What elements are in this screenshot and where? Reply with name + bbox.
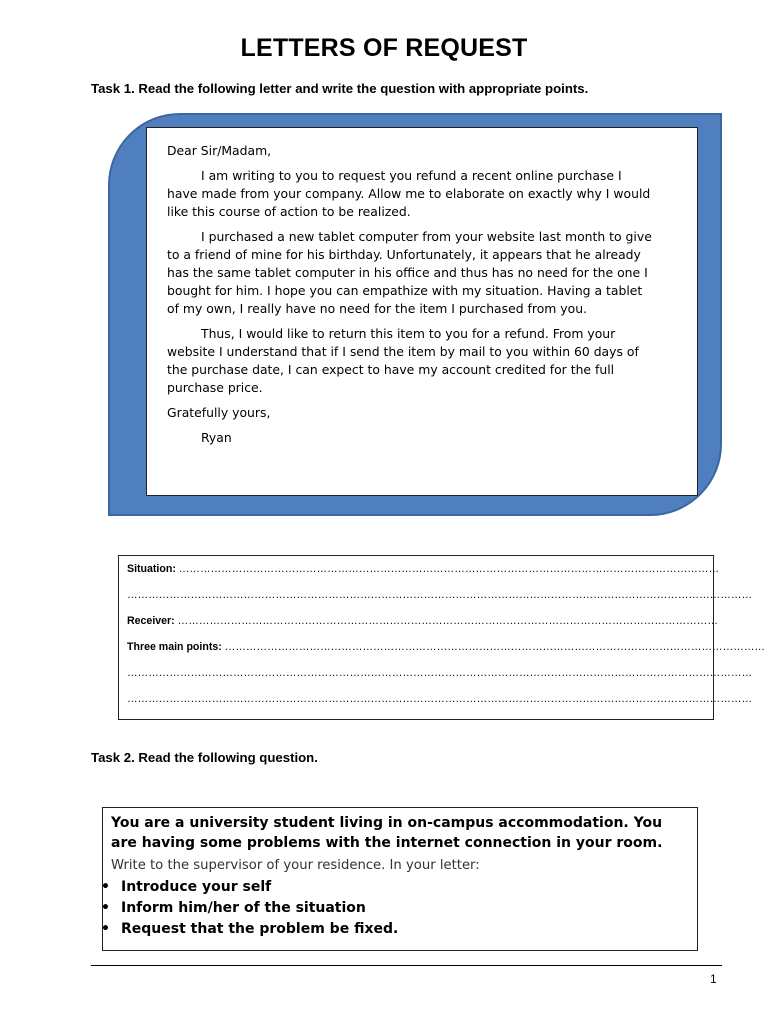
three-points-line-3[interactable] [127, 693, 753, 719]
question-prompt: You are a university student living in on-campus accommodation. You are having some problems with the internet connection in your room. [111, 815, 663, 851]
question-points-list [101, 877, 689, 940]
question-instruction: Write to the supervisor of your residence. In your letter: [111, 858, 480, 873]
letter-signature: Ryan [201, 430, 232, 445]
bullet-icon: • [101, 900, 110, 916]
situation-dots: ……………………………………………………………………………………………………………………………………… [178, 563, 720, 575]
three-points-label: Three main points: [127, 641, 222, 653]
page-number: 1 [710, 972, 717, 986]
letter-paragraph-1: I am writing to you to request you refund a recent online purchase I have made from your company. Allow me to elaborate on exactly why I would like this course of action to be realized. [167, 168, 651, 219]
letter-closing: Gratefully yours, [167, 405, 271, 420]
question-point-text: Request that the problem be fixed. [121, 921, 399, 937]
three-points-line-2[interactable] [127, 667, 753, 693]
question-point-text: Introduce your self [121, 879, 272, 895]
three-points-line[interactable] [127, 641, 765, 667]
situation-label: Situation: [127, 563, 176, 575]
letter-box [146, 127, 698, 496]
task1-heading: Task 1. Read the following letter and write the question with appropriate points. [91, 81, 589, 96]
situation-line-2[interactable] [127, 589, 753, 615]
letter-paragraph-2: I purchased a new tablet computer from your website last month to give to a friend of mine for his birthday. Unfortunately, it appears that he already has the same tablet computer in his office and thus has no need for the one I bought for him. I hope you can empathize with my situation. Having a tablet of my own, I really have no need for the item I purchased from you. [167, 229, 652, 316]
letter-salutation: Dear Sir/Madam, [167, 143, 272, 158]
question-point-text: Inform him/her of the situation [121, 900, 366, 916]
bullet-icon: • [101, 921, 110, 937]
question-point [101, 898, 689, 919]
answer-form-box [118, 555, 765, 720]
situation-dots-2: …………………………………………………………………………………………………………………………………………………………… [127, 589, 753, 601]
three-points-dots-3: …………………………………………………………………………………………………………………………………………………………… [127, 693, 753, 705]
page-title: LETTERS OF REQUEST [240, 34, 528, 62]
receiver-line[interactable] [127, 615, 718, 641]
question-point [101, 877, 689, 898]
three-points-dots-2: …………………………………………………………………………………………………………………………………………………………… [127, 667, 753, 679]
task2-heading: Task 2. Read the following question. [91, 750, 318, 765]
question-point [101, 919, 689, 940]
situation-line[interactable] [127, 563, 720, 589]
receiver-label: Receiver: [127, 615, 175, 627]
footer-divider [91, 965, 722, 966]
three-points-dots: ……………………………………………………………………………………………………………………………………… [224, 641, 765, 653]
bullet-icon: • [101, 879, 110, 895]
receiver-dots: ……………………………………………………………………………………………………………………………………… [177, 615, 718, 627]
question-box [102, 807, 698, 951]
letter-paragraph-3: Thus, I would like to return this item to you for a refund. From your website I understand that if I send the item by mail to you within 60 days of the purchase date, I can expect to have my account credited for the full purchase price. [167, 326, 639, 395]
